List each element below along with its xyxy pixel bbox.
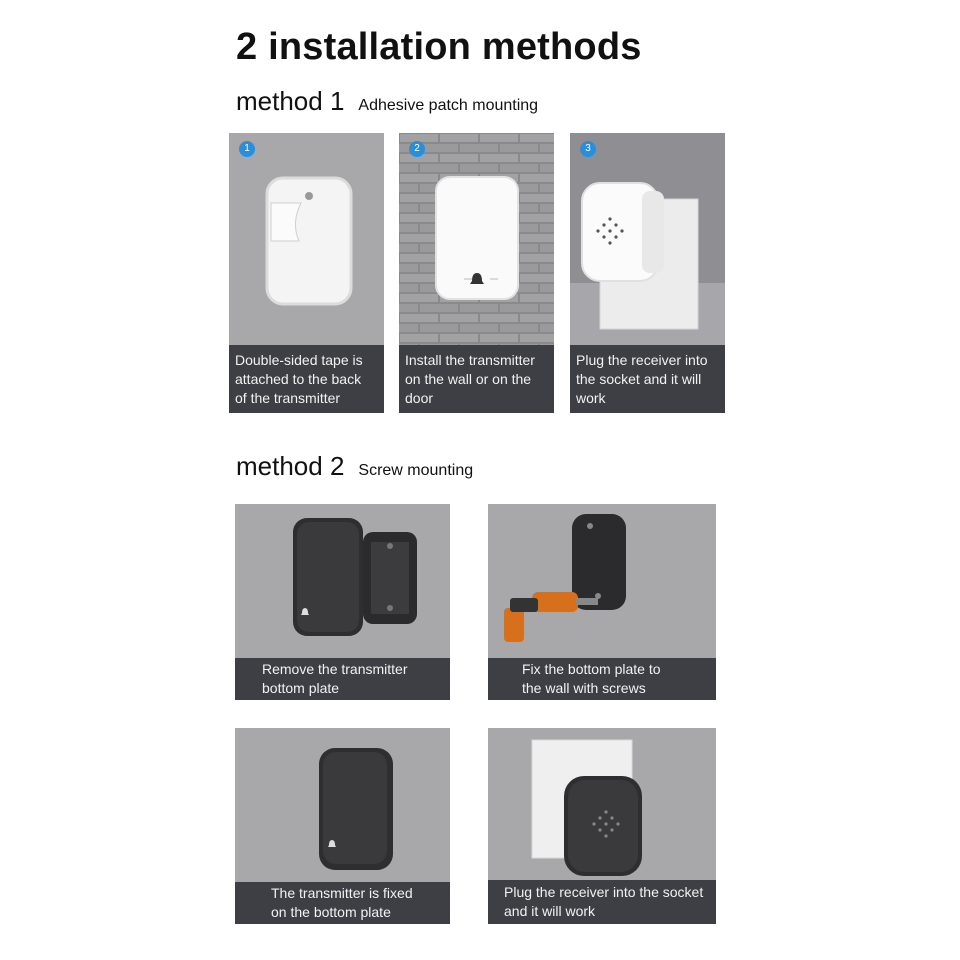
step-3-badge: 3 [580, 141, 596, 157]
page-title: 2 installation methods [236, 26, 642, 68]
step-2-badge: 2 [409, 141, 425, 157]
step-1-badge: 1 [239, 141, 255, 157]
method-2-step-3-caption: The transmitter is fixed on the bottom plate [235, 882, 450, 924]
receiver-plugged-socket-image [570, 133, 725, 345]
method-1-step-1-caption: Double-sided tape is attached to the back of the transmitter [229, 345, 384, 413]
method-2-step-4-caption: Plug the receiver into the socket and it will work [488, 880, 716, 924]
method-2-step-1-caption: Remove the transmitter bottom plate [235, 658, 450, 700]
method-1-heading [236, 86, 538, 117]
transmitter-fixed-image [235, 728, 450, 883]
method-2-label: method 2 [236, 451, 345, 481]
method-1-step-3-caption: Plug the receiver into the socket and it will work [570, 345, 725, 413]
method-2-step-1-card [235, 504, 450, 700]
transmitter-and-bottom-plate-image [235, 504, 450, 659]
method-1-label: method 1 [236, 86, 345, 116]
method-1-step-2-caption: Install the transmitter on the wall or on the door [399, 345, 554, 413]
method-1-subtitle: Adhesive patch mounting [358, 97, 539, 114]
method-2-step-4-card [488, 728, 716, 924]
method-2-step-3-card [235, 728, 450, 924]
method-1-step-3-card [570, 133, 725, 413]
receiver-in-socket-image [488, 728, 716, 883]
method-2-step-2-caption: Fix the bottom plate to the wall with screws [488, 658, 716, 700]
drill-bottom-plate-image [488, 504, 716, 659]
adhesive-tape-transmitter-image [229, 133, 384, 345]
method-2-heading [236, 451, 473, 482]
drill-icon [504, 592, 598, 642]
method-2-step-2-card [488, 504, 716, 700]
method-2-subtitle: Screw mounting [358, 462, 474, 479]
method-1-step-2-card [399, 133, 554, 413]
transmitter-on-brick-wall-image [399, 133, 554, 345]
method-1-step-1-card [229, 133, 384, 413]
